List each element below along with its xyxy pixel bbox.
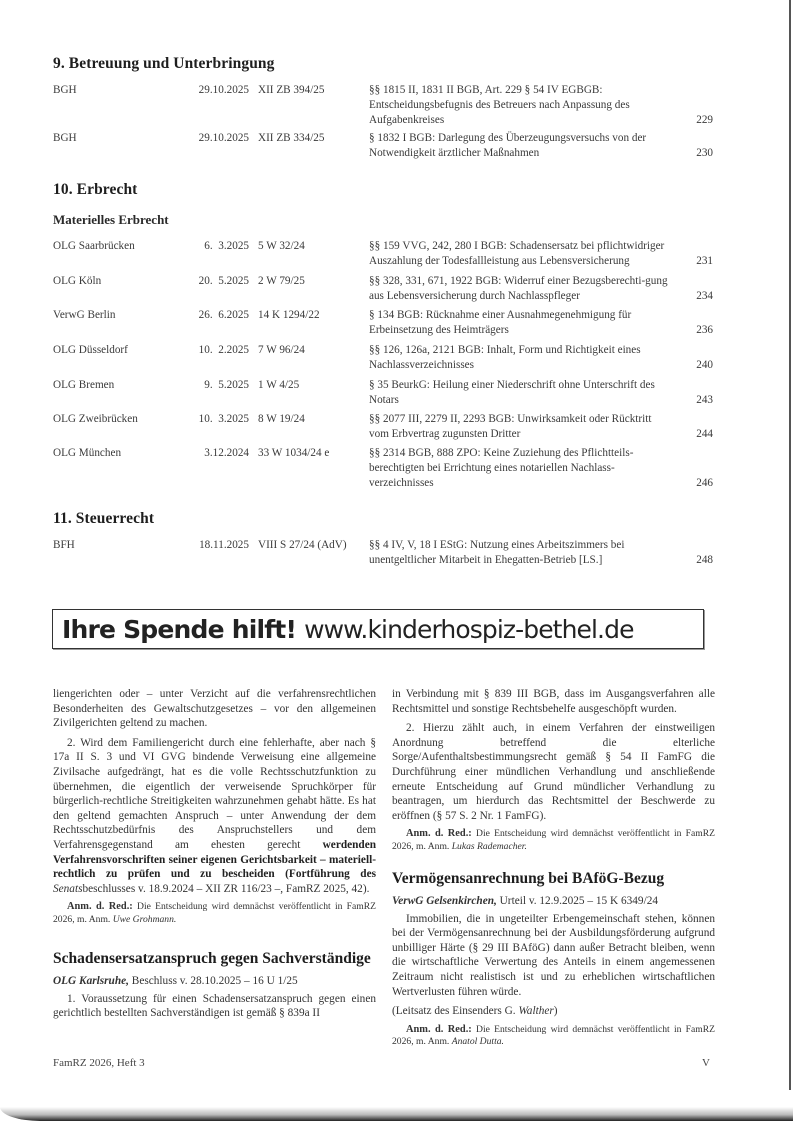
court: OLG Saarbrücken: [53, 240, 135, 252]
decision-date: 29.10.2025: [198, 132, 249, 144]
article-source: [392, 894, 715, 909]
court: OLG Bremen: [53, 379, 115, 391]
topic: §§ 159 VVG, 242, 280 I BGB: Schadensersatz bei pflichtwidriger Auszahlung der Todesfallleistung aus Lebensversicherung: [369, 240, 665, 267]
table-row: [53, 446, 713, 491]
topic: §§ 328, 331, 671, 1922 BGB: Widerruf einer Bezugsberechti-gung aus Lebensversicherung durch Nachlasspfleger: [369, 275, 668, 302]
case-number: 1 W 4/25: [258, 379, 300, 391]
paragraph: 1. Voraussetzung für einen Schadensersatzanspruch gegen einen gerichtlich bestellten Sachverständigen ist gemäß § 839a II: [53, 992, 376, 1020]
left-column: [53, 687, 376, 931]
article-schadensersatz: [53, 950, 376, 1026]
banner-url-link[interactable]: www.kinderhospiz-bethel.de: [304, 614, 634, 644]
page-number: 243: [696, 394, 713, 406]
topic: § 1832 I BGB: Darlegung des Überzeugungsversuchs von der Notwendigkeit ärztlicher Maßnahmen: [369, 132, 647, 159]
court-name: OLG Karlsruhe,: [53, 975, 129, 987]
court: OLG München: [53, 447, 122, 459]
note-text: Die Entscheidung wird demnächst veröffentlicht in FamRZ 2026, m. Anm.: [53, 901, 376, 925]
table-row: [53, 131, 713, 161]
section-heading-betreuung: 9. Betreuung und Unterbringung: [53, 55, 275, 72]
page-number: 229: [696, 114, 713, 126]
journal-footer: FamRZ 2026, Heft 3: [53, 1057, 145, 1069]
editorial-note: [392, 1024, 715, 1049]
article-source: [53, 974, 376, 989]
topic: §§ 126, 126a, 2121 BGB: Inhalt, Form und Richtigkeit eines Nachlassverzeichnisses: [369, 344, 641, 371]
case-number: 14 K 1294/22: [258, 309, 320, 321]
paragraph: [53, 736, 376, 897]
topic: §§ 2314 BGB, 888 ZPO: Keine Zuziehung des Pflichtteils-berechtigten bei Errichtung eines notariellen Nachlass-verzeichnisses: [369, 447, 634, 489]
page-number: 240: [696, 359, 713, 371]
note-text: Die Entscheidung wird demnächst veröffentlicht in FamRZ 2026, m. Anm.: [392, 1023, 715, 1048]
court-name: VerwG Gelsenkirchen,: [392, 895, 497, 907]
page-number: 230: [696, 147, 713, 159]
case-number: XII ZB 394/25: [258, 84, 325, 96]
text: beschlusses v. 18.9.2024 – XII ZR 116/23 –, FamRZ 2025, 42).: [82, 882, 370, 895]
leitsatz: [392, 1004, 715, 1019]
decision-date: 20. 5.2025: [198, 275, 249, 287]
table-row: [53, 343, 713, 373]
right-column: [392, 687, 715, 858]
section-heading-steuerrecht: 11. Steuerrecht: [53, 510, 155, 527]
page-number: 236: [696, 324, 713, 336]
table-row: [53, 378, 713, 408]
subsection-heading: Materielles Erbrecht: [53, 212, 169, 227]
note-text: Die Entscheidung wird demnächst veröffentlicht in FamRZ 2026, m. Anm.: [392, 828, 715, 852]
page-number: 248: [696, 554, 713, 566]
page-number-footer: V: [702, 1057, 710, 1069]
banner-slogan: Ihre Spende hilft!: [62, 614, 297, 644]
italic-text: Senats: [53, 882, 83, 895]
article-bafoeg: [392, 870, 715, 1054]
page-number: 246: [696, 477, 713, 489]
table-row: [53, 412, 713, 442]
case-number: 8 W 19/24: [258, 413, 305, 425]
bold-text: werdenden Verfahrensvorschriften seiner eigenen Gerichtsbarkeit – materiell-rechtlich zu prüfen und zu bescheiden (Fortführung des: [53, 838, 376, 881]
case-number: VIII S 27/24 (AdV): [258, 539, 347, 551]
page-number: 234: [696, 290, 713, 302]
court: OLG Zweibrücken: [53, 413, 138, 425]
decision-date: 18.11.2025: [199, 539, 249, 551]
page-number: 244: [696, 428, 713, 440]
decision-date: 6. 3.2025: [204, 240, 249, 252]
topic: § 134 BGB: Rücknahme einer Ausnahmegenehmigung für Erbeinsetzung des Heimträgers: [369, 309, 632, 336]
text: ): [553, 1005, 558, 1018]
page-edge-right: [789, 0, 791, 1090]
page-edge-bottom: [0, 1107, 793, 1121]
editorial-note: [392, 828, 715, 853]
section-heading-erbrecht: 10. Erbrecht: [53, 181, 138, 198]
table-row: [53, 538, 713, 568]
note-author: Uwe Grohmann.: [112, 913, 177, 925]
case-number: 33 W 1034/24 e: [258, 447, 330, 459]
case-number: 7 W 96/24: [258, 344, 305, 356]
paragraph: 2. Hierzu zählt auch, in einem Verfahren der einstweiligen Anordnung betreffend die elterliche Sorge/Aufenthaltsbestimmungsrecht gemäß § 54 II FamFG die Durchführung einer mündlichen Verhandlung und anschließende erneute Entscheidung auf Grund mündlicher Verhandlung zu beantragen, um hierdurch das Rechtsmittel der Beschwerde zu eröffnen (§ 57 S. 2 Nr. 1 FamFG).: [392, 722, 715, 822]
text: 2. Wird dem Familiengericht durch eine fehlerhafte, aber nach § 17a II S. 3 und VI GVG bindende Verweisung eine allgemeine Zivilsache aufgedrängt, hat es die volle Rechtsschutzfunktion zu übernehmen, die eigentlich der verweisende Spruchkörper für bürgerlich-rechtliche Streitigkeiten wahrzunehmen gehabt hätte. Es hat den geltend gemachten Anspruch – unter Anwendung der dem Rechtsschutzbedürfnis des Anspruchstellers und dem Verfahrensgegenstand am ehesten gerecht: [53, 736, 376, 851]
paragraph: in Verbindung mit § 839 III BGB, dass im Ausgangsverfahren alle Rechtsmittel und sonstige Rechtsbehelfe ausgeschöpft wurden.: [392, 688, 715, 715]
author-name: Walther: [518, 1005, 554, 1018]
court: OLG Düsseldorf: [53, 344, 128, 356]
decision-date: 29.10.2025: [198, 84, 249, 96]
note-label: Anm. d. Red.:: [67, 901, 133, 913]
donation-banner[interactable]: [52, 609, 704, 649]
article-title: Vermögensanrechnung bei BAföG-Bezug: [392, 870, 665, 887]
topic: § 35 BeurkG: Heilung einer Niederschrift ohne Unterschrift des Notars: [369, 379, 655, 406]
note-label: Anm. d. Red.:: [406, 1023, 472, 1035]
court: BGH: [53, 84, 77, 96]
paragraph: liengerichten oder – unter Verzicht auf die verfahrensrechtlichen Besonderheiten des Gewaltschutzgesetzes – vor den allgemeinen Zivilgerichten geltend zu machen.: [53, 688, 376, 730]
note-label: Anm. d. Red.:: [406, 828, 472, 840]
court: BGH: [53, 132, 77, 144]
note-author: Lukas Rademacher.: [451, 840, 527, 852]
case-number: 5 W 32/24: [258, 240, 305, 252]
topic: §§ 2077 III, 2279 II, 2293 BGB: Unwirksamkeit oder Rücktritt vom Erbvertrag zugunsten Dritter: [369, 413, 652, 440]
note-author: Anatol Dutta.: [451, 1036, 504, 1048]
topic: §§ 4 IV, V, 18 I EStG: Nutzung eines Arbeitszimmers bei unentgeltlicher Mitarbeit in Ehegatten-Betrieb [LS.]: [369, 539, 625, 566]
decision-ref: Beschluss v. 28.10.2025 – 16 U 1/25: [128, 975, 298, 987]
decision-date: 9. 5.2025: [204, 379, 249, 391]
court: VerwG Berlin: [53, 309, 116, 321]
court: OLG Köln: [53, 275, 102, 287]
page-number: 231: [696, 255, 713, 267]
editorial-note: [53, 901, 376, 926]
table-row: [53, 308, 713, 338]
case-number: XII ZB 334/25: [258, 132, 325, 144]
decision-date: 10. 3.2025: [198, 413, 249, 425]
decision-ref: Urteil v. 12.9.2025 – 15 K 6349/24: [496, 895, 659, 907]
decision-date: 10. 2.2025: [198, 344, 249, 356]
decision-date: 26. 6.2025: [198, 309, 249, 321]
case-number: 2 W 79/25: [258, 275, 305, 287]
table-row: [53, 83, 713, 128]
paragraph: Immobilien, die in ungeteilter Erbengemeinschaft stehen, können bei der Vermögensanrechnung bei der Ausbildungsförderung aufgrund unbilliger Härte (§ 29 III BAföG) dann außer Betracht bleiben, wenn die wirtschaftliche Verwertung des Anteils in einem angemessenen Zeitraum nicht realistisch ist und zu erheblichen wirtschaftlichen Wertverlusten führen würde.: [392, 912, 715, 998]
topic: §§ 1815 II, 1831 II BGB, Art. 229 § 54 IV EGBGB: Entscheidungsbefugnis des Betreuers nach Anpassung des Aufgabenkreises: [369, 84, 630, 126]
decision-date: 3.12.2024: [204, 447, 249, 459]
text: (Leitsatz des Einsenders G.: [392, 1005, 519, 1018]
court: BFH: [53, 539, 75, 551]
table-row: [53, 274, 713, 304]
article-title: Schadensersatzanspruch gegen Sachverständige: [53, 950, 371, 967]
table-row: [53, 239, 713, 269]
